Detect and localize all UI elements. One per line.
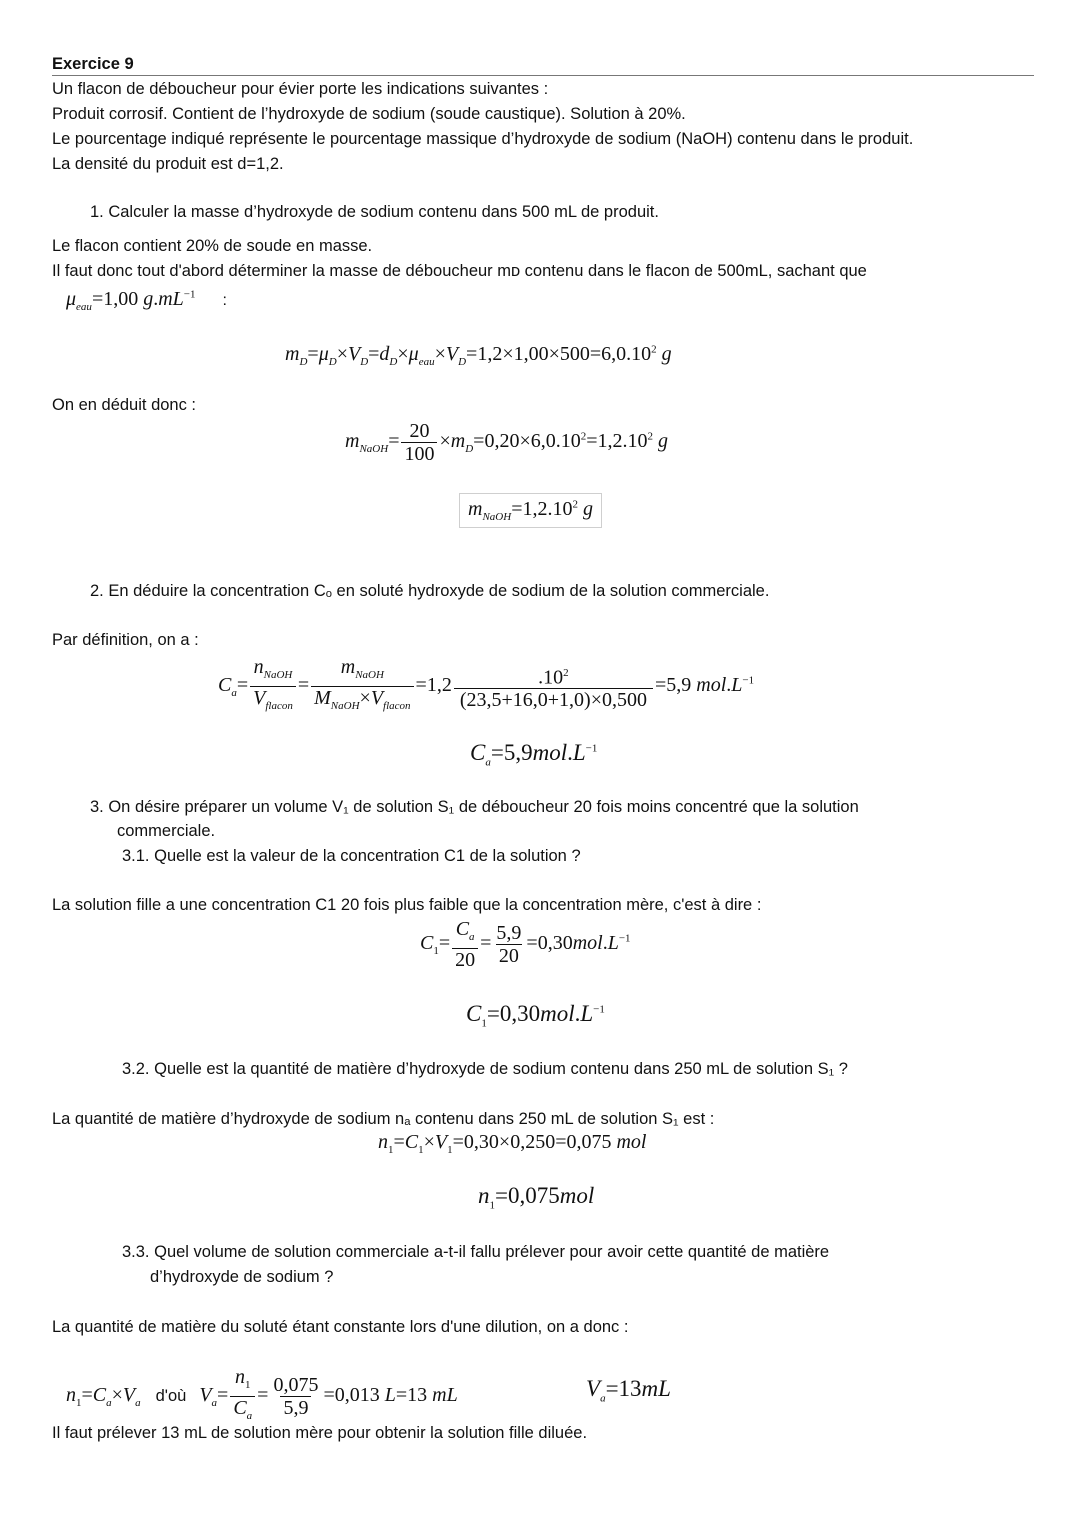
intro-line-3: Le pourcentage indiqué représente le pourcentage massique d’hydroxyde de sodium (NaOH) contenu dans le produit. [52,130,914,148]
intro-line-2: Produit corrosif. Contient de l’hydroxyde de sodium (soude caustique). Solution à 20%. [52,105,686,123]
question-1: 1. Calculer la masse d’hydroxyde de sodium contenu dans 500 mL de produit. [90,203,659,221]
answer-3-2: La quantité de matière d’hydroxyde de sodium nₐ contenu dans 250 mL de solution S₁ est : [52,1110,715,1128]
conclusion: Il faut prélever 13 mL de solution mère pour obtenir la solution fille diluée. [52,1424,588,1442]
question-3-1: 3.1. Quelle est la valeur de la concentration C1 de la solution ? [122,847,581,865]
result-va: $V_a=13mL$ [586,1376,671,1405]
result-concentration: $C_a=5,9mol.L^{-1}$ [470,740,598,769]
definition-text: Par définition, on a : [52,631,199,649]
answer-3-3: La quantité de matière du soluté étant constante lors d'une dilution, on a donc : [52,1318,629,1336]
equation-n1: $n_1=C_1\times V_1=0,30\times 0,250=0,075$ mol [378,1131,647,1156]
equation-c1: $C_1=$ $\frac{C_a}{20}$ = $\frac{5,9}{20}$ $=0,30mol.L^{-1}$ [420,918,631,971]
title-underline [52,75,1034,76]
equation-mass-debouch: $m_D=\mu_D\times V_D=d_D\times\mu_{eau}\times V_D=1,2\times 1,00\times 500=6,0.10^2$ g [285,343,672,368]
question-2: 2. En déduire la concentration Cₒ en soluté hydroxyde de sodium de la solution commerciale. [90,582,770,600]
question-3-line-1: 3. On désire préparer un volume V₁ de solution S₁ de déboucheur 20 fois moins concentré que la solution [90,798,859,816]
exercise-title: Exercice 9 [52,55,134,73]
equation-va: $n_1=C_a\times V_a$ d'où $V_a=$ $\frac{n_1}{C_a}$ = $\frac{0,075}{5,9}$ =0,013 L=13 mL [66,1366,458,1427]
intro-line-4: La densité du produit est d=1,2. [52,155,284,173]
result-mass-naoh-boxed: $m_{NaOH}=1,2.10^2$ g [459,493,602,528]
answer-3-1: La solution fille a une concentration C1 20 fois plus faible que la concentration mère, c'est à dire : [52,896,762,914]
equation-concentration: $C_a=$ $\frac{n_{NaOH}}{V_{flacon}}$ = $\frac{m_{NaOH}}{M_{NaOH}\times V_{flacon}}$ =1,2 $\frac{.10^2}{(23,5+16,0+1,0)\times 0,500}$ =5,9 $mol.L^{-1}$ [218,656,754,717]
question-3-2: 3.2. Quelle est la quantité de matière d’hydroxyde de sodium contenu dans 250 mL de solution S₁ ? [122,1060,848,1078]
question-3-line-2: commerciale. [117,822,216,840]
result-c1: $C_1=0,30mol.L^{-1}$ [466,1001,605,1030]
equation-mass-naoh: $m_{NaOH}=$ $\frac{20}{100}$ $\times m_D=0,20\times 6,0.10^2=1,2.10^2$ g [345,420,668,465]
question-3-3-line-2: d’hydroxyde de sodium ? [150,1268,334,1286]
rho-eau-formula: $\mu_{eau}=1,00$ $g.mL^{-1}$ : [66,288,227,313]
intro-line-1: Un flacon de déboucheur pour évier porte les indications suivantes : [52,80,549,98]
result-n1: $n_1=0,075mol$ [478,1183,595,1212]
answer-1-line-2: Il faut donc tout d'abord déterminer la masse de déboucheur mᴅ contenu dans le flacon de 500mL, sachant que [52,262,867,280]
answer-1-line-1: Le flacon contient 20% de soude en masse. [52,237,373,255]
question-3-3-line-1: 3.3. Quel volume de solution commerciale a-t-il fallu prélever pour avoir cette quantité de matière [122,1243,830,1261]
deduce-text: On en déduit donc : [52,396,197,414]
